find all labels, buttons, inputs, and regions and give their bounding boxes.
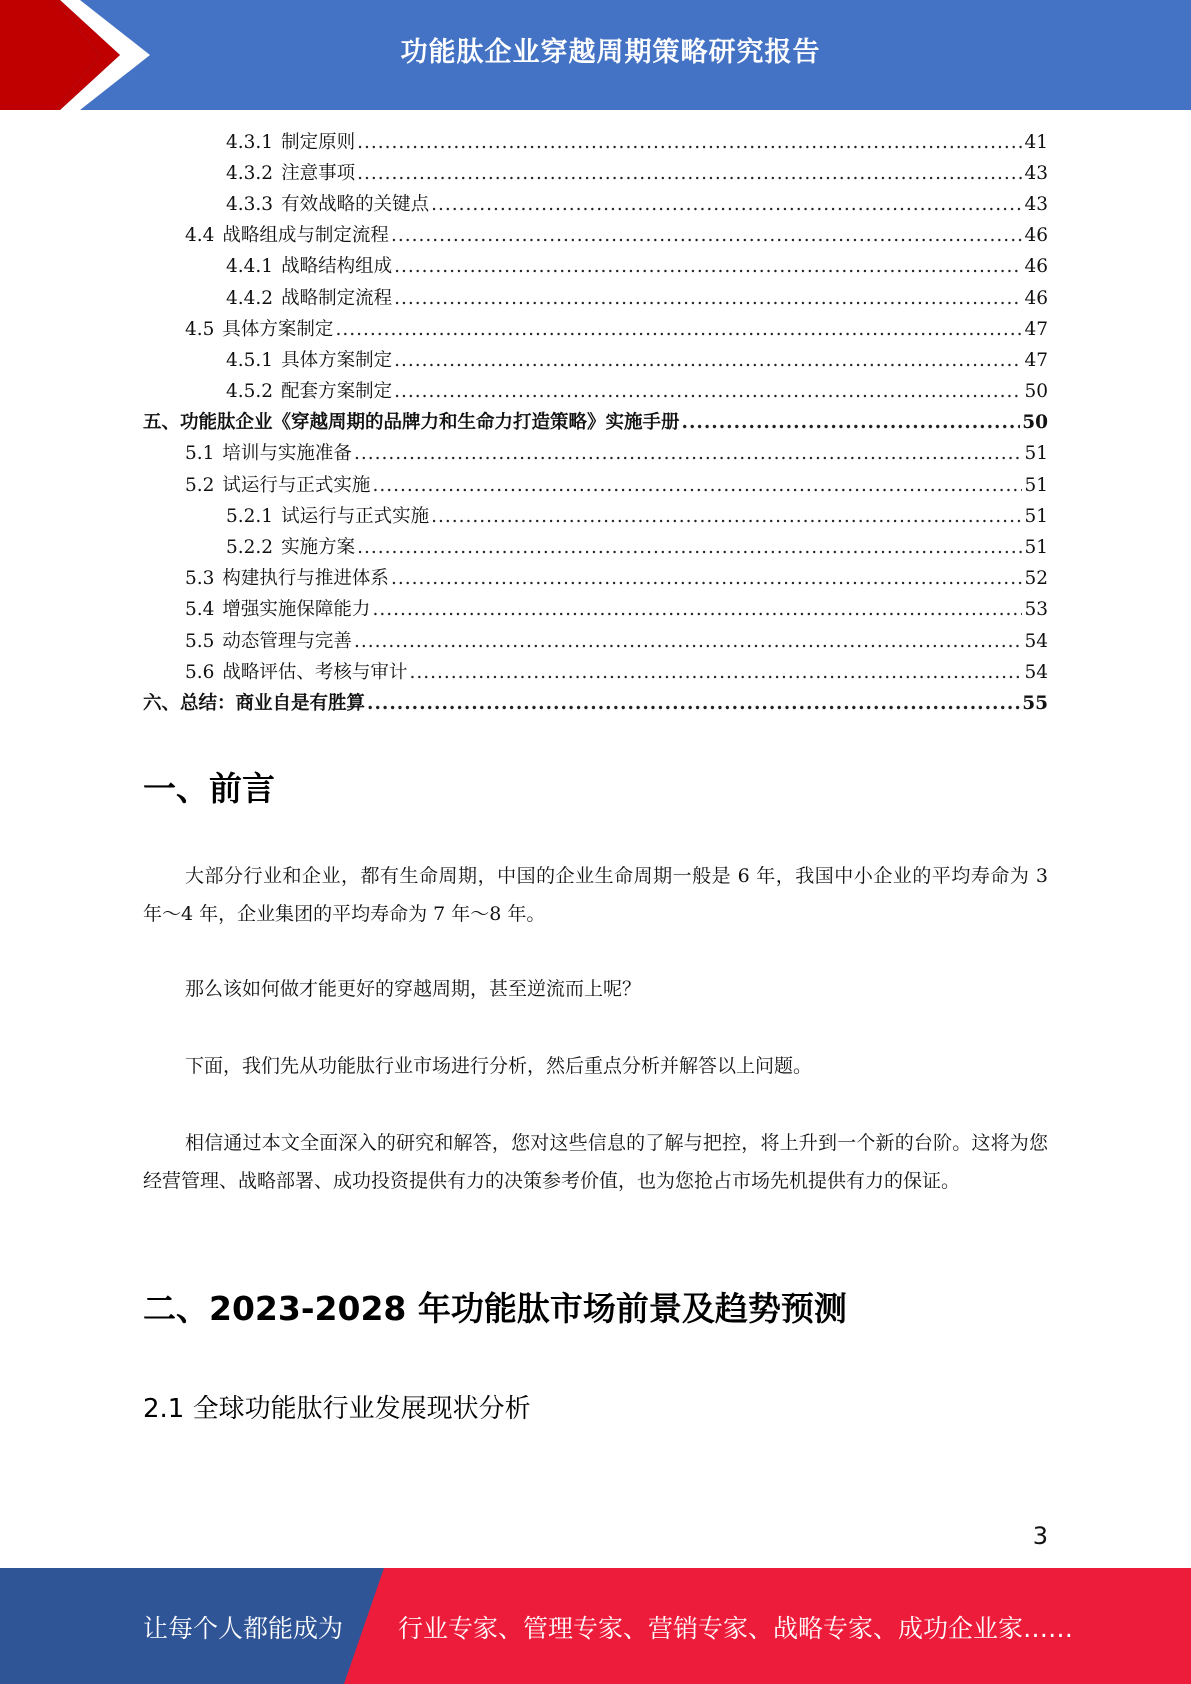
- toc-entry[interactable]: [143, 626, 1048, 657]
- toc-page-number: 41: [1024, 131, 1048, 153]
- toc-page-number: 50: [1024, 381, 1048, 403]
- toc-entry-title: [143, 444, 354, 464]
- toc-entry-label: 战略制定流程: [281, 287, 393, 309]
- toc-entry[interactable]: [143, 252, 1048, 283]
- toc-leader-dots: [394, 289, 1022, 309]
- toc-entry-label: 构建执行与推进体系: [222, 568, 389, 590]
- preface-paragraph-2: 那么该如何做才能更好的穿越周期，甚至逆流而上呢？: [185, 978, 642, 1000]
- toc-entry-title: [143, 569, 391, 589]
- toc-entry-title: [143, 663, 409, 683]
- toc-entry-label: 功能肽企业《穿越周期的品牌力和生命力打造策略》实施手册: [180, 412, 680, 434]
- toc-entry-label: 试运行与正式实施: [281, 505, 430, 527]
- toc-page-number: 51: [1024, 537, 1048, 559]
- toc-page-number: 46: [1024, 256, 1048, 278]
- toc-entry-label: 具体方案制定: [222, 318, 334, 340]
- toc-entry-number: 4.4.1: [226, 256, 274, 278]
- toc-entry-label: 增强实施保障能力: [222, 599, 371, 621]
- toc-entry-label: 总结：商业自是有胜算: [180, 692, 366, 714]
- toc-entry[interactable]: [143, 688, 1048, 719]
- toc-page-number: 46: [1024, 225, 1048, 247]
- toc-leader-dots: [372, 476, 1022, 496]
- toc-entry[interactable]: [143, 345, 1048, 376]
- toc-leader-dots: [394, 351, 1022, 371]
- toc-entry-title: [143, 507, 431, 527]
- toc-entry-number: 4.4.2: [226, 287, 274, 309]
- toc-entry-title: [143, 538, 357, 558]
- chapter-2-heading: 二、2023-2028 年功能肽市场前景及趋势预测: [143, 1289, 847, 1328]
- toc-leader-dots: [391, 569, 1023, 589]
- toc-page-number: 53: [1024, 599, 1048, 621]
- toc-page-number: 43: [1024, 193, 1048, 215]
- toc-entry[interactable]: [143, 377, 1048, 408]
- toc-page-number: 54: [1024, 661, 1048, 683]
- toc-entry-title: [143, 600, 372, 620]
- toc-entry-number: 4.3.2: [226, 162, 274, 184]
- toc-entry-number: 4.3.3: [226, 193, 274, 215]
- toc-entry-number: 5.6: [185, 661, 215, 683]
- preface-heading: 一、前言: [143, 769, 275, 808]
- toc-leader-dots: [431, 507, 1022, 527]
- toc-entry[interactable]: [143, 532, 1048, 563]
- preface-paragraph-4: 相信通过本文全面深入的研究和解答，您对这些信息的了解与把控，将上升到一个新的台阶。这将为您经营管理、战略部署、成功投资提供有力的决策参考价值，也为您抢占市场先机提供有力的保证。: [143, 1132, 1048, 1192]
- toc-entry-number: 5.2.2: [226, 537, 274, 559]
- toc-entry[interactable]: [143, 158, 1048, 189]
- toc-entry-number: 4.5.1: [226, 349, 274, 371]
- toc-entry[interactable]: [143, 283, 1048, 314]
- toc-entry-title: [143, 382, 394, 402]
- toc-page-number: 50: [1022, 412, 1048, 434]
- toc-leader-dots: [394, 382, 1022, 402]
- toc-entry-number: 5.2: [185, 474, 215, 496]
- toc-leader-dots: [357, 538, 1022, 558]
- page-footer: [0, 1568, 1191, 1684]
- toc-entry[interactable]: [143, 564, 1048, 595]
- toc-entry[interactable]: [143, 501, 1048, 532]
- toc-leader-dots: [354, 632, 1023, 652]
- toc-entry-number: 4.4: [185, 225, 215, 247]
- toc-entry-label: 配套方案制定: [281, 381, 393, 403]
- toc-entry-title: [143, 632, 354, 652]
- section-2-1-heading: 2.1 全球功能肽行业发展现状分析: [143, 1394, 531, 1424]
- toc-entry-title: [143, 257, 394, 277]
- toc-page-number: 51: [1024, 505, 1048, 527]
- toc-entry-label: 培训与实施准备: [222, 443, 352, 465]
- toc-entry-title: [143, 164, 357, 184]
- toc-entry-number: 5.4: [185, 599, 215, 621]
- toc-entry-number: 4.5: [185, 318, 215, 340]
- toc-entry-label: 具体方案制定: [281, 349, 393, 371]
- toc-entry[interactable]: [143, 127, 1048, 158]
- footer-slogan-right: 行业专家、管理专家、营销专家、战略专家、成功企业家……: [398, 1614, 1074, 1643]
- toc-entry-number: 六、: [143, 692, 181, 714]
- toc-entry-label: 有效战略的关键点: [281, 193, 430, 215]
- toc-leader-dots: [335, 320, 1022, 340]
- toc-page-number: 46: [1024, 287, 1048, 309]
- preface-paragraph-1: 大部分行业和企业，都有生命周期，中国的企业生命周期一般是 6 年，我国中小企业的平均寿命为 3 年～4 年，企业集团的平均寿命为 7 年～8 年。: [143, 865, 1048, 925]
- header-title: 功能肽企业穿越周期策略研究报告: [400, 37, 821, 68]
- toc-leader-dots: [409, 663, 1022, 683]
- preface-paragraph-3: 下面，我们先从功能肽行业市场进行分析，然后重点分析并解答以上问题。: [185, 1055, 813, 1077]
- page-number: 3: [1032, 1522, 1048, 1550]
- toc-leader-dots: [431, 195, 1022, 215]
- toc-page-number: 51: [1024, 474, 1048, 496]
- toc-entry-title: [143, 133, 357, 153]
- toc-entry[interactable]: [143, 657, 1048, 688]
- toc-entry[interactable]: [143, 439, 1048, 470]
- toc-entry-number: 5.1: [185, 443, 215, 465]
- toc-leader-dots: [682, 413, 1021, 433]
- toc-entry-title: [143, 413, 682, 433]
- toc-leader-dots: [372, 600, 1022, 620]
- toc-page-number: 55: [1022, 692, 1048, 714]
- toc-entry-label: 战略组成与制定流程: [222, 225, 389, 247]
- toc-page-number: 43: [1024, 162, 1048, 184]
- toc-entry-title: [143, 195, 431, 215]
- page-header: [0, 0, 1191, 110]
- table-of-contents: [143, 127, 1048, 720]
- toc-page-number: 47: [1024, 349, 1048, 371]
- toc-entry-number: 5.2.1: [226, 505, 274, 527]
- toc-entry-label: 试运行与正式实施: [222, 474, 371, 496]
- toc-entry[interactable]: [143, 595, 1048, 626]
- toc-leader-dots: [394, 257, 1022, 277]
- toc-entry-label: 战略结构组成: [281, 256, 393, 278]
- toc-entry-title: [143, 320, 335, 340]
- toc-page-number: 51: [1024, 443, 1048, 465]
- toc-entry-number: 4.5.2: [226, 381, 274, 403]
- toc-leader-dots: [354, 444, 1023, 464]
- toc-entry[interactable]: [143, 189, 1048, 220]
- toc-entry-number: 5.3: [185, 568, 215, 590]
- toc-entry[interactable]: [143, 408, 1048, 439]
- toc-entry-number: 五、: [143, 412, 181, 434]
- toc-entry-label: 注意事项: [281, 162, 356, 184]
- toc-leader-dots: [391, 226, 1023, 246]
- toc-entry-title: [143, 476, 372, 496]
- toc-entry-title: [143, 351, 394, 371]
- toc-entry-title: [143, 226, 391, 246]
- toc-leader-dots: [357, 133, 1022, 153]
- toc-leader-dots: [367, 694, 1020, 714]
- toc-entry-title: [143, 694, 367, 714]
- toc-leader-dots: [357, 164, 1022, 184]
- toc-page-number: 47: [1024, 318, 1048, 340]
- toc-page-number: 54: [1024, 630, 1048, 652]
- toc-entry-label: 战略评估、考核与审计: [222, 661, 408, 683]
- toc-entry-title: [143, 289, 394, 309]
- toc-entry[interactable]: [143, 314, 1048, 345]
- toc-page-number: 52: [1024, 568, 1048, 590]
- toc-entry[interactable]: [143, 221, 1048, 252]
- toc-entry-number: 4.3.1: [226, 131, 274, 153]
- toc-entry-number: 5.5: [185, 630, 215, 652]
- toc-entry-label: 制定原则: [281, 131, 356, 153]
- toc-entry-label: 实施方案: [281, 537, 356, 559]
- toc-entry[interactable]: [143, 470, 1048, 501]
- toc-entry-label: 动态管理与完善: [222, 630, 352, 652]
- footer-slogan-left: 让每个人都能成为: [143, 1614, 344, 1643]
